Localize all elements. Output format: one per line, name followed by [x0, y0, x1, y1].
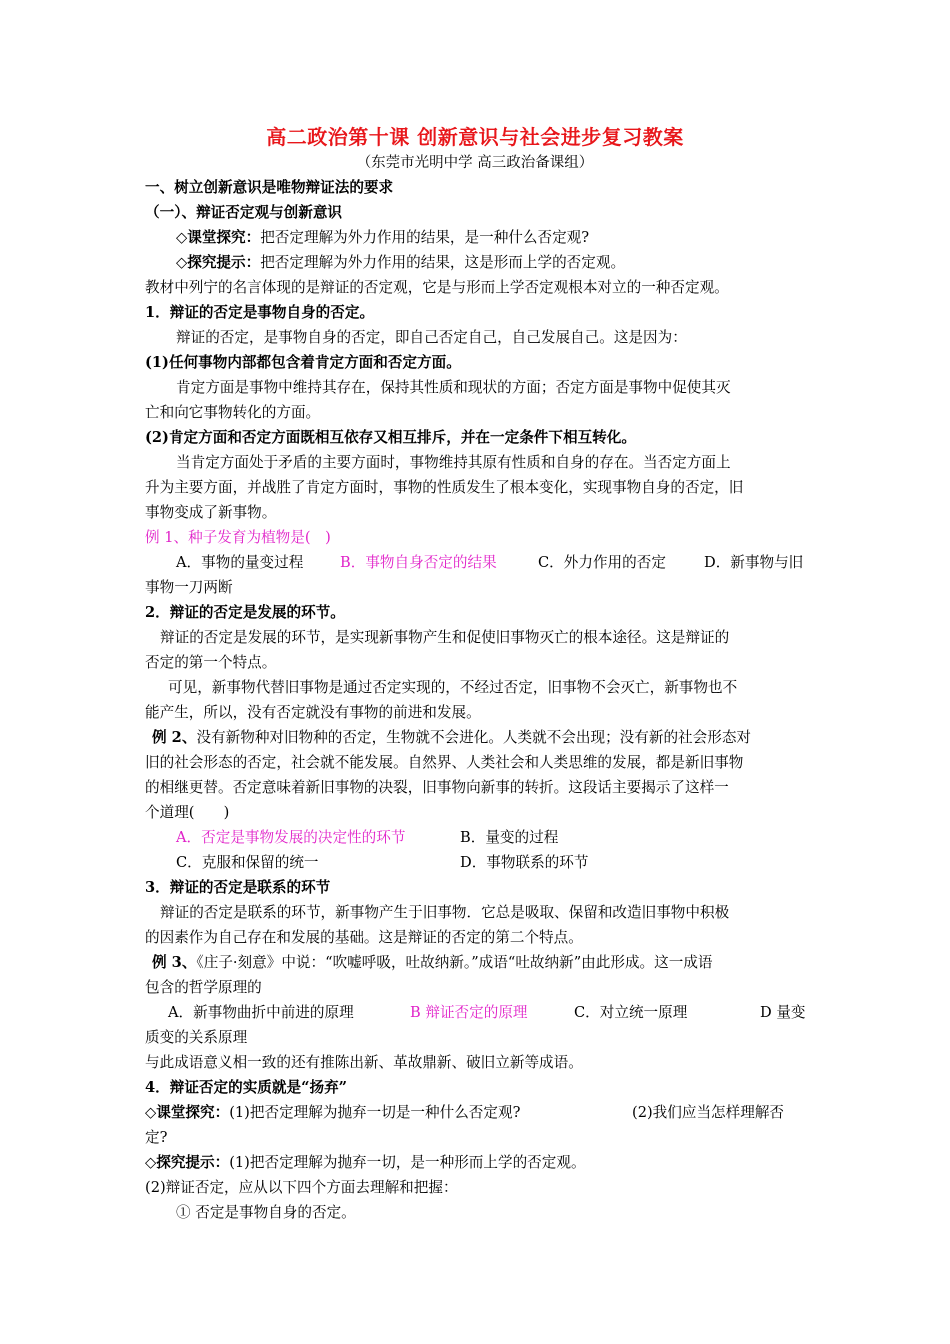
- example-3-question: 例 3、《庄子·刻意》中说：“吹嘘呼吸，吐故纳新。”成语“吐故纳新”由此形成。这一成语: [152, 954, 713, 971]
- point-heading: 3．辩证的否定是联系的环节: [145, 879, 331, 896]
- hint-text: 把否定理解为外力作用的结果，这是形而上学的否定观。: [260, 254, 626, 271]
- paragraph-line: 否定的第一个特点。: [145, 654, 277, 671]
- section-heading: 一、树立创新意识是唯物辩证法的要求: [145, 179, 394, 196]
- paragraph-line: 旧的社会形态的否定，社会就不能发展。自然界、人类社会和人类思维的发展，都是新旧事物: [145, 754, 744, 771]
- paragraph-line: 的相继更替。否定意味着新旧事物的决裂，旧事物向新事的转折。这段话主要揭示了这样一: [145, 779, 729, 796]
- option-a: A．新事物曲折中前进的原理: [168, 1004, 354, 1021]
- paragraph-line: 辩证的否定是发展的环节，是实现新事物产生和促使旧事物灭亡的根本途径。这是辩证的: [160, 629, 730, 646]
- paragraph-line: 质变的关系原理: [145, 1029, 248, 1046]
- hint-label: ◇探究提示：: [176, 254, 261, 271]
- paragraph-line: 事物一刀两断: [145, 579, 233, 596]
- example-label: 例 3、: [152, 954, 197, 971]
- inquiry-text-1: (1)把否定理解为抛弃一切是一种什么否定观?: [229, 1104, 521, 1121]
- subsection-heading: （一）、辩证否定观与创新意识: [145, 204, 343, 221]
- point-subheading: (1)任何事物内部都包含着肯定方面和否定方面。: [145, 354, 461, 371]
- paragraph-line: 定?: [145, 1129, 168, 1146]
- paragraph-line: 亡和向它事物转化的方面。: [145, 404, 321, 421]
- option-d: D．事物联系的环节: [460, 854, 589, 871]
- option-a: A．事物的量变过程: [176, 554, 304, 571]
- paragraph-line: 辩证的否定是联系的环节，新事物产生于旧事物．它总是吸取、保留和改造旧事物中积极: [160, 904, 730, 921]
- inquiry-line: [176, 228, 589, 248]
- option-b: B．量变的过程: [460, 829, 559, 846]
- point-heading: 1．辩证的否定是事物自身的否定。: [145, 304, 375, 321]
- hint-line: [145, 1153, 586, 1173]
- option-b: B．事物自身否定的结果: [340, 554, 497, 571]
- paragraph-line: 包含的哲学原理的: [145, 979, 262, 996]
- paragraph-line: 能产生，所以，没有否定就没有事物的前进和发展。: [145, 704, 481, 721]
- hint-text: (1)把否定理解为抛弃一切，是一种形而上学的否定观。: [229, 1154, 586, 1171]
- inquiry-label: ◇课堂探究：: [145, 1104, 230, 1121]
- paragraph-line: 可见，新事物代替旧事物是通过否定实现的，不经过否定，旧事物不会灭亡，新事物也不: [168, 679, 738, 696]
- document-subtitle: （东莞市光明中学 高三政治备课组）: [356, 155, 594, 171]
- option-b: B 辩证否定的原理: [410, 1004, 528, 1021]
- paragraph-line: ① 否定是事物自身的否定。: [176, 1204, 356, 1221]
- inquiry-text: 把否定理解为外力作用的结果，是一种什么否定观?: [260, 229, 590, 246]
- option-a: A．否定是事物发展的决定性的环节: [176, 829, 406, 846]
- inquiry-line: [145, 1103, 810, 1123]
- document-title: 高二政治第十课 创新意识与社会进步复习教案: [266, 125, 684, 149]
- hint-line: [176, 253, 625, 273]
- paragraph-line: (2)辩证否定，应从以下四个方面去理解和把握：: [145, 1179, 458, 1196]
- point-heading: 4．辩证否定的实质就是“扬弃”: [145, 1079, 348, 1096]
- paragraph-line: 教材中列宁的名言体现的是辩证的否定观，它是与形而上学否定观根本对立的一种否定观。: [145, 279, 729, 296]
- option-d: D．新事物与旧: [704, 554, 804, 571]
- example-1-question: 例 1、种子发育为植物是( ): [145, 529, 331, 546]
- paragraph-line: 当肯定方面处于矛盾的主要方面时，事物维持其原有性质和自身的存在。当否定方面上: [176, 454, 731, 471]
- option-c: C．外力作用的否定: [538, 554, 666, 571]
- option-d: D 量变: [760, 1004, 806, 1021]
- inquiry-text-2: (2)我们应当怎样理解否: [632, 1104, 785, 1121]
- paragraph-line: 事物变成了新事物。: [145, 504, 277, 521]
- paragraph-line: 与此成语意义相一致的还有推陈出新、革故鼎新、破旧立新等成语。: [145, 1054, 583, 1071]
- paragraph-line: 肯定方面是事物中维持其存在，保持其性质和现状的方面；否定方面是事物中促使其灭: [176, 379, 731, 396]
- inquiry-label: ◇课堂探究：: [176, 229, 261, 246]
- hint-label: ◇探究提示：: [145, 1154, 230, 1171]
- option-c: C．克服和保留的统一: [176, 854, 319, 871]
- paragraph-line: 升为主要方面，并战胜了肯定方面时，事物的性质发生了根本变化，实现事物自身的否定，旧: [145, 479, 744, 496]
- option-c: C．对立统一原理: [574, 1004, 688, 1021]
- paragraph-line: 的因素作为自己存在和发展的基础。这是辩证的否定的第二个特点。: [145, 929, 583, 946]
- paragraph-line: 个道理( ): [145, 804, 230, 821]
- point-subheading: (2)肯定方面和否定方面既相互依存又相互排斥，并在一定条件下相互转化。: [145, 429, 636, 446]
- example-label: 例 2、: [152, 729, 197, 746]
- point-heading: 2．辩证的否定是发展的环节。: [145, 604, 345, 621]
- paragraph-line: 辩证的否定，是事物自身的否定，即自己否定自己，自己发展自己。这是因为：: [176, 329, 687, 346]
- example-2-question: 例 2、没有新物种对旧物种的否定，生物就不会进化。人类就不会出现；没有新的社会形态对: [152, 729, 752, 746]
